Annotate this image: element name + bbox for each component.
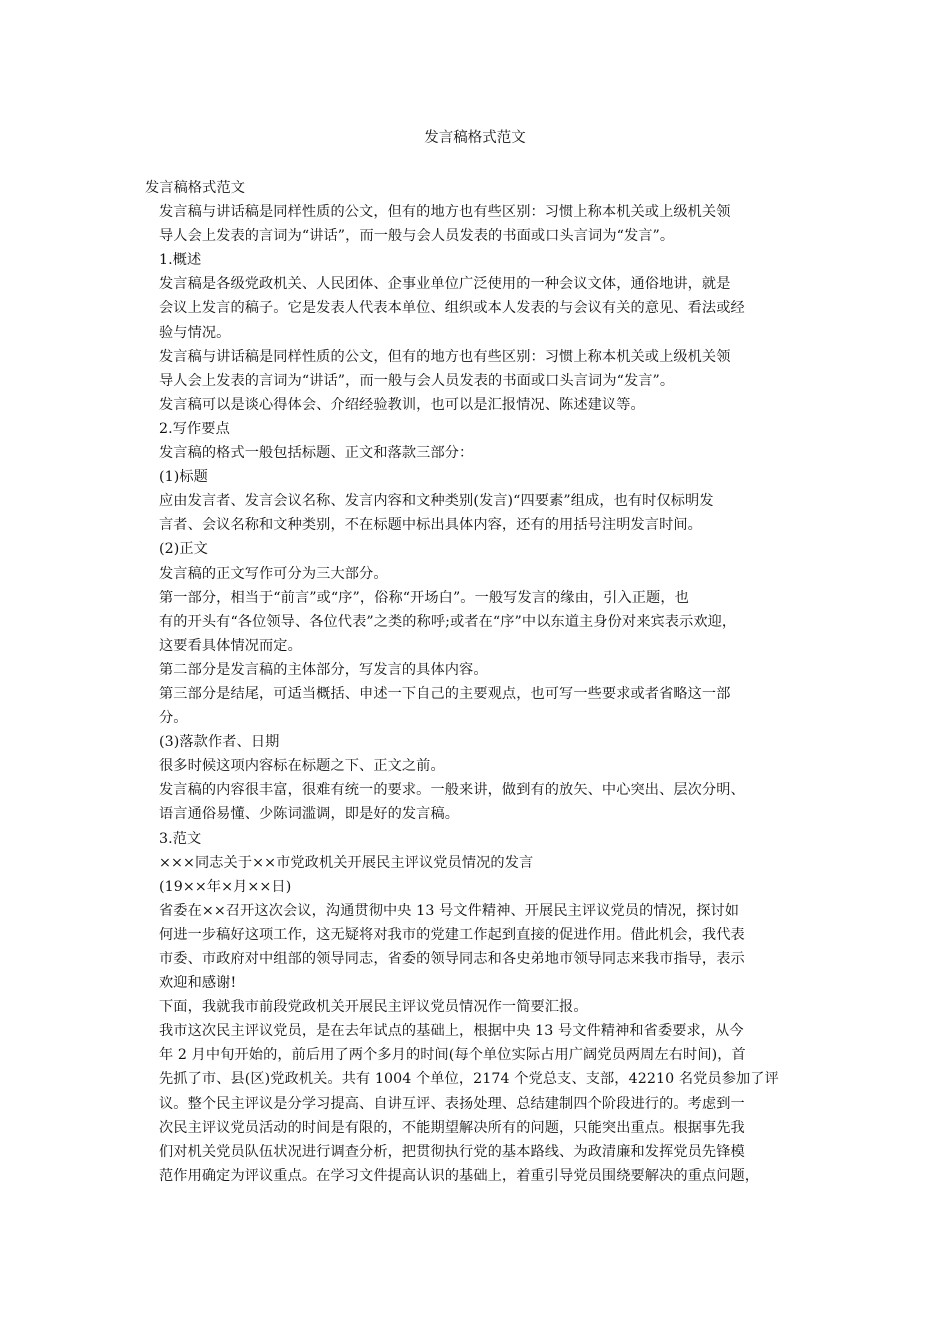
paragraph: [145, 995, 817, 1019]
paragraph: [145, 272, 817, 344]
text-line: 分。: [159, 710, 188, 727]
paragraph: [145, 586, 817, 658]
text-line: 言者、会议名称和文种类别，不在标题中标出具体内容，还有的用括号注明发言时间。: [159, 517, 702, 534]
text-line: 会议上发言的稿子。它是发表人代表本单位、组织或本人发表的与会议有关的意见、看法或经: [159, 300, 745, 317]
text-line: 发言稿格式范文: [145, 180, 246, 196]
paragraph: [145, 248, 817, 272]
text-line: 何进一步稿好这项工作，这无疑将对我市的党建工作起到直接的促进作用。借此机会，我代表: [159, 926, 745, 943]
text-line: 这要看具体情况而定。: [159, 637, 302, 654]
text-line: 发言稿是各级党政机关、人民团体、企事业单位广泛使用的一种会议文体，通俗地讲，就是: [159, 276, 731, 293]
document-title: 发言稿格式范文: [424, 130, 526, 146]
text-line: 很多时候这项内容标在标题之下、正文之前。: [159, 758, 445, 775]
paragraph: [145, 465, 817, 489]
text-line: 我市这次民主评议党员，是在去年试点的基础上，根据中央 13 号文件精神和省委要求，从今: [159, 1023, 744, 1040]
paragraph: [145, 562, 817, 586]
paragraph: [145, 345, 817, 393]
text-line: 范作用确定为评议重点。在学习文件提高认识的基础上，着重引导党员围绕要解决的重点问题，: [159, 1167, 760, 1184]
text-line: 先抓了市、县(区)党政机关。共有 1004 个单位，2174 个党总支、支部，42210 名党员参加了评: [159, 1071, 779, 1088]
paragraph: [145, 176, 817, 200]
text-line: 次民主评议党员活动的时间是有限的，不能期望解决所有的问题，只能突出重点。根据事先我: [159, 1119, 745, 1136]
paragraph: [145, 827, 817, 851]
text-line: 第二部分是发言稿的主体部分，写发言的具体内容。: [159, 661, 488, 678]
text-line: 议。整个民主评议是分学习提高、自讲互评、表扬处理、总结建制四个阶段进行的。考虑到一: [159, 1095, 745, 1112]
text-line: 2.写作要点: [159, 420, 230, 437]
paragraph: [145, 682, 817, 730]
paragraph: [145, 875, 817, 899]
text-line: (1)标题: [159, 469, 208, 486]
paragraph: [145, 537, 817, 561]
paragraph: [145, 851, 817, 875]
text-line: 年 2 月中旬开始的，前后用了两个多月的时间(每个单位实际占用广阔党员两周左右时间)，首: [159, 1047, 746, 1064]
text-line: 们对机关党员队伍状况进行调查分析，把贯彻执行党的基本路线、为政清廉和发挥党员先锋模: [159, 1143, 745, 1160]
paragraph: [145, 393, 817, 417]
text-line: (2)正文: [159, 541, 208, 558]
paragraph: [145, 658, 817, 682]
text-line: 1.概述: [159, 252, 202, 269]
paragraph: [145, 899, 817, 995]
text-line: 导人会上发表的言词为“讲话”，而一般与会人员发表的书面或口头言词为“发言”。: [159, 228, 675, 245]
text-line: 第一部分，相当于“前言”或“序”，俗称“开场白”。一般写发言的缘由，引入正题，也: [159, 589, 689, 606]
text-line: 发言稿的格式一般包括标题、正文和落款三部分：: [159, 445, 474, 462]
text-line: 应由发言者、发言会议名称、发言内容和文种类别(发言)“四要素”组成，也有时仅标明发: [159, 493, 714, 510]
paragraph: [145, 441, 817, 465]
text-line: 市委、市政府对中组部的领导同志，省委的领导同志和各史弟地市领导同志来我市指导，表示: [159, 951, 745, 967]
text-line: 语言通俗易懂、少陈词滥调，即是好的发言稿。: [159, 806, 460, 823]
text-line: 省委在××召开这次会议，沟通贯彻中央 13 号文件精神、开展民主评议党员的情况，探讨如: [159, 902, 740, 919]
text-line: 发言稿可以是谈心得体会、介绍经验教训，也可以是汇报情况、陈述建议等。: [159, 396, 645, 413]
text-line: ×××同志关于××市党政机关开展民主评议党员情况的发言: [159, 854, 534, 871]
text-line: 发言稿的内容很丰富，很难有统一的要求。一般来讲，做到有的放矢、中心突出、层次分明、: [159, 782, 745, 799]
text-line: (3)落款作者、日期: [159, 734, 280, 751]
document-body: [145, 176, 817, 1188]
text-line: 有的开头有“各位领导、各位代表”之类的称呼;或者在“序”中以东道主身份对来宾表示欢迎，: [159, 613, 737, 630]
text-line: 发言稿与讲话稿是同样性质的公文，但有的地方也有些区别：习惯上称本机关或上级机关领: [159, 348, 731, 365]
text-line: 导人会上发表的言词为“讲话”，而一般与会人员发表的书面或口头言词为“发言”。: [159, 372, 675, 389]
paragraph: [145, 730, 817, 754]
paragraph: [145, 417, 817, 441]
text-line: 发言稿与讲话稿是同样性质的公文，但有的地方也有些区别：习惯上称本机关或上级机关领: [159, 204, 731, 221]
text-line: 3.范文: [159, 830, 202, 847]
text-line: 发言稿的正文写作可分为三大部分。: [159, 565, 388, 582]
paragraph: [145, 1019, 817, 1188]
paragraph: [145, 200, 817, 248]
text-line: 下面，我就我市前段党政机关开展民主评议党员情况作一简要汇报。: [159, 999, 588, 1016]
paragraph: [145, 754, 817, 778]
text-line: (19××年×月××日): [159, 878, 292, 895]
text-line: 验与情况。: [159, 324, 231, 341]
paragraph: [145, 778, 817, 826]
text-line: 第三部分是结尾，可适当概括、申述一下自己的主要观点，也可写一些要求或者省略这一部: [159, 685, 731, 702]
paragraph: [145, 489, 817, 537]
text-line: 欢迎和感谢!: [159, 975, 237, 992]
